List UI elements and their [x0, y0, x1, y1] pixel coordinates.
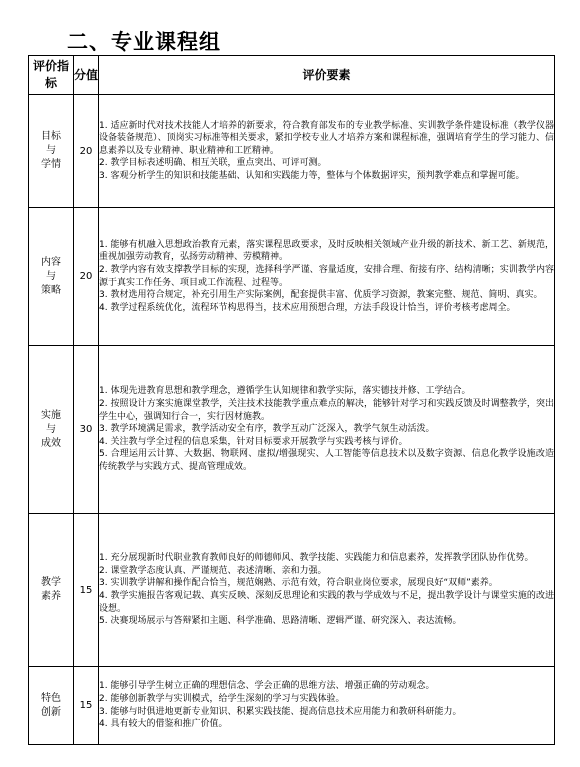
indicator-text: 与 [46, 145, 56, 156]
criterion-item: 2. 能够创新教学与实训模式，给学生深刻的学习与实践体验。 [99, 693, 345, 704]
indicator-text: 实施 [41, 409, 61, 421]
criterion-item: 1. 能够有机融入思想政治教育元素，落实课程思政要求，及时反映相关领域产业升级的新技术、新工艺、新规范，重视加强劳动教育，弘扬劳动精神、劳模精神。 [99, 239, 554, 263]
indicator-cell [29, 346, 74, 514]
indicator-text: 目标 [41, 131, 61, 142]
indicator-text: 成效 [41, 437, 61, 449]
header-indicator: 评价指标 [29, 56, 74, 95]
table-row [29, 514, 555, 667]
criterion-item: 5. 合理运用云计算、大数据、物联网、虚拟/增强现实、人工智能等信息技术以及数字资源、信息化教学设施改造传统教学与实践方式、提高管理成效。 [99, 449, 554, 472]
criterion-item: 2. 教学内容有效支撑教学目标的实现，选择科学严谨、容量适度，安排合理、衔接有序、结构清晰；实训教学内容源于真实工作任务、项目或工作流程、过程等。 [99, 264, 554, 288]
criterion-item: 3. 实训教学讲解和操作配合恰当，规范娴熟、示范有效，符合职业岗位要求，展现良好“双师”素养。 [99, 578, 498, 589]
elements-cell [99, 208, 555, 346]
criterion-item: 3. 教材选用符合规定，补充引用生产实际案例，配套提供丰富、优质学习资源，教案完整、规范、简明、真实。 [99, 290, 543, 301]
criterion-item: 2. 课堂教学态度认真、严谨规范、表述清晰、亲和力强。 [99, 565, 327, 576]
criterion-item: 1. 体现先进教育思想和教学理念，遵循学生认知规律和教学实际，落实德技并修、工学结合。 [99, 386, 471, 397]
score-cell: 20 [74, 208, 99, 346]
criterion-item: 1. 适应新时代对技术技能人才培养的新要求，符合教育部发布的专业教学标准、实训教学条件建设标准（教学仪器设备装备规范）、顶岗实习标准等相关要求，紧扣学校专业人才培养方案和课程标准，强调培育学生的学习能力、信息素养以及专业精神、职业精神和工匠精神。 [99, 120, 554, 156]
criterion-item: 2. 教学目标表述明确、相互关联，重点突出、可评可测。 [99, 158, 327, 169]
criterion-item: 2. 按照设计方案实施课堂教学，关注技术技能教学重点难点的解决，能够针对学习和实践反馈及时调整教学，突出学生中心，强调知行合一，实行因材施教。 [99, 399, 554, 422]
score-cell: 30 [74, 346, 99, 514]
indicator-cell [29, 514, 74, 667]
header-elements: 评价要素 [99, 56, 555, 95]
indicator-text: 学情 [41, 159, 61, 170]
criterion-item: 3. 能够与时俱进地更新专业知识、积累实践技能、提高信息技术应用能力和教研科研能力。 [99, 706, 462, 717]
indicator-text: 素养 [41, 591, 61, 602]
elements-cell [99, 346, 555, 514]
evaluation-criteria-table [28, 55, 555, 745]
header-score: 分值 [74, 56, 99, 95]
table-row [29, 95, 555, 208]
score-cell: 15 [74, 514, 99, 667]
score-cell: 15 [74, 667, 99, 745]
elements-cell [99, 514, 555, 667]
criterion-item: 4. 教学过程系统优化，流程环节构思得当，技术应用预想合理，方法手段设计恰当，评价考核考虑周全。 [99, 302, 516, 313]
indicator-text: 创新 [41, 706, 61, 718]
table-row [29, 208, 555, 346]
criterion-item: 5. 决赛现场展示与答辩紧扣主题、科学准确、思路清晰、逻辑严谨、研究深入、表达流畅。 [99, 616, 462, 627]
table-header-row [29, 56, 555, 95]
criterion-item: 1. 能够引导学生树立正确的理想信念、学会正确的思维方法、增强正确的劳动观念。 [99, 681, 435, 692]
indicator-cell [29, 95, 74, 208]
criterion-item: 3. 客观分析学生的知识和技能基础、认知和实践能力等，整体与个体数据评实，预判教学难点和掌握可能。 [99, 170, 525, 181]
page-title: 二、专业课程组 [67, 30, 221, 54]
table-row [29, 667, 555, 745]
elements-cell [99, 95, 555, 208]
elements-cell [99, 667, 555, 745]
indicator-text: 策略 [41, 284, 61, 296]
indicator-text: 与 [46, 423, 56, 435]
table-row [29, 346, 555, 514]
indicator-cell [29, 208, 74, 346]
indicator-cell [29, 667, 74, 745]
score-cell: 20 [74, 95, 99, 208]
criterion-item: 4. 关注教与学全过程的信息采集，针对目标要求开展教学与实践考核与评价。 [99, 436, 408, 447]
indicator-text: 教学 [41, 577, 61, 588]
criterion-item: 4. 具有较大的借鉴和推广价值。 [99, 719, 228, 730]
indicator-text: 与 [46, 270, 56, 282]
criterion-item: 4. 教学实施报告客观记载、真实反映、深刻反思理论和实践的教与学成效与不足，提出教学设计与课堂实施的改进设想。 [99, 591, 554, 614]
indicator-text: 特色 [41, 692, 61, 704]
indicator-text: 内容 [41, 256, 61, 268]
criterion-item: 3. 教学环境满足需求，教学活动安全有序，教学互动广泛深入，教学气氛生动活泼。 [99, 424, 435, 435]
criterion-item: 1. 充分展现新时代职业教育教师良好的师德师风、教学技能、实践能力和信息素养，发挥教学团队协作优势。 [99, 553, 534, 564]
